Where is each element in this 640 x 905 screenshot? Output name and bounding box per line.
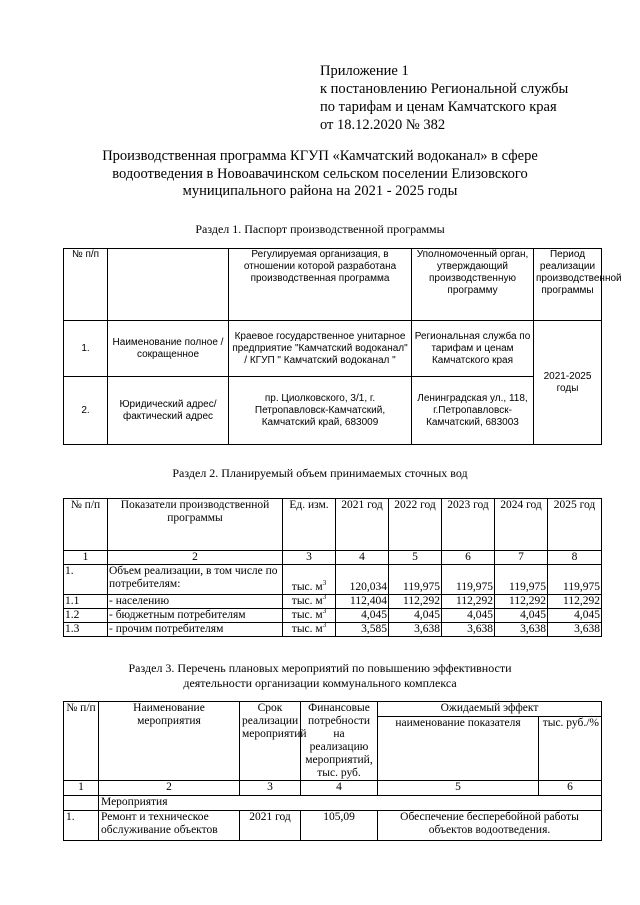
- column-number: 8: [548, 551, 602, 565]
- value-cell: 112,292: [389, 595, 442, 609]
- column-number: 6: [442, 551, 495, 565]
- table-row: [64, 565, 602, 595]
- value-cell: 4,045: [336, 609, 389, 623]
- value-cell: 3,638: [442, 623, 495, 637]
- authority-cell: Ленинградская ул., 118, г.Петропавловск-Камчатский, 683003: [412, 377, 534, 445]
- header-cell: № п/п: [64, 249, 108, 321]
- header-cell: № п/п: [64, 702, 99, 781]
- row-name: Ремонт и техническое обслуживание объектов: [99, 811, 240, 841]
- appendix-line: от 18.12.2020 № 382: [320, 117, 446, 133]
- value-cell: 112,404: [336, 595, 389, 609]
- unit-cell: [283, 595, 336, 609]
- value-cell: 4,045: [389, 609, 442, 623]
- unit-text: тыс. м: [291, 595, 323, 607]
- header-cell: Финансовые потребности на реализацию мероприятий, тыс. руб.: [301, 702, 378, 781]
- row-number: 1.1: [64, 595, 108, 609]
- column-number: 4: [301, 781, 378, 796]
- value-cell: 3,638: [389, 623, 442, 637]
- header-cell: 2021 год: [336, 499, 389, 551]
- value-cell: 119,975: [389, 565, 442, 595]
- appendix-block: [320, 62, 568, 134]
- appendix-line: Приложение 1: [320, 63, 409, 79]
- header-cell: [108, 249, 229, 321]
- value-cell: 112,292: [442, 595, 495, 609]
- appendix-line: к постановлению Региональной службы: [320, 81, 569, 97]
- section2-heading: Раздел 2. Планируемый объем принимаемых сточных вод: [172, 466, 468, 480]
- header-cell: 2023 год: [442, 499, 495, 551]
- value-cell: 4,045: [495, 609, 548, 623]
- table-row: [64, 377, 602, 445]
- column-number: 3: [240, 781, 301, 796]
- volume-table: [63, 498, 602, 637]
- unit-cell: [283, 609, 336, 623]
- header-cell: наименование показателя: [378, 716, 539, 780]
- table-row: [64, 609, 602, 623]
- empty-cell: [64, 796, 99, 811]
- row-number: 1.: [64, 321, 108, 377]
- value-cell: 119,975: [495, 565, 548, 595]
- row-name: - прочим потребителям: [108, 623, 283, 637]
- row-name: Наименование полное / сокращенное: [108, 321, 229, 377]
- section1-heading: Раздел 1. Паспорт производственной программы: [195, 222, 445, 236]
- org-cell: пр. Циолковского, 3/1, г. Петропавловск-Камчатский, Камчатский край, 683009: [229, 377, 412, 445]
- column-number: 2: [99, 781, 240, 796]
- header-cell: 2025 год: [548, 499, 602, 551]
- column-number: 2: [108, 551, 283, 565]
- row-number: 1.2: [64, 609, 108, 623]
- column-number: 1: [64, 781, 99, 796]
- table-row: [64, 321, 602, 377]
- value-cell: 120,034: [336, 565, 389, 595]
- header-cell: Срок реализации мероприятий: [240, 702, 301, 781]
- row-number: 1.: [64, 811, 99, 841]
- column-number: 7: [495, 551, 548, 565]
- unit-exponent: 3: [322, 579, 327, 588]
- column-number: 5: [389, 551, 442, 565]
- unit-cell: [283, 565, 336, 595]
- header-cell: Регулируемая организация, в отношении которой разработана производственная программа: [229, 249, 412, 321]
- unit-text: тыс. м: [291, 623, 323, 635]
- row-number: 2.: [64, 377, 108, 445]
- column-number: 6: [539, 781, 602, 796]
- value-cell: 119,975: [442, 565, 495, 595]
- passport-table: [63, 248, 622, 445]
- unit-text: тыс. м: [291, 581, 323, 593]
- org-cell: Краевое государственное унитарное предприятие "Камчатский водоканал" / КГУП " Камчатский водоканал ": [229, 321, 412, 377]
- table-row: [64, 595, 602, 609]
- header-cell: 2022 год: [389, 499, 442, 551]
- row-name: - бюджетным потребителям: [108, 609, 283, 623]
- measures-table: [63, 701, 602, 841]
- header-cell: 2024 год: [495, 499, 548, 551]
- value-cell: 112,292: [548, 595, 602, 609]
- unit-exponent: 3: [322, 607, 327, 616]
- column-number: 3: [283, 551, 336, 565]
- header-cell: Наименование мероприятия: [99, 702, 240, 781]
- value-cell: 112,292: [495, 595, 548, 609]
- value-cell: 119,975: [548, 565, 602, 595]
- value-cell: 4,045: [442, 609, 495, 623]
- section3-heading: [0, 661, 640, 691]
- unit-text: тыс. м: [291, 609, 323, 621]
- row-number: 1.3: [64, 623, 108, 637]
- section3-heading-line: деятельности организации коммунального комплекса: [183, 676, 457, 690]
- period-cell: 2021-2025 годы: [534, 321, 602, 445]
- unit-exponent: 3: [322, 621, 327, 630]
- header-cell: Период реализации производственной программы: [534, 249, 602, 321]
- section3-heading-line: Раздел 3. Перечень плановых мероприятий по повышению эффективности: [128, 661, 512, 675]
- value-cell: 3,585: [336, 623, 389, 637]
- header-cell: Уполномоченный орган, утверждающий производственную программу: [412, 249, 534, 321]
- header-cell: Ед. изм.: [283, 499, 336, 551]
- unit-cell: [283, 623, 336, 637]
- row-number: 1.: [64, 565, 108, 595]
- header-cell: № п/п: [64, 499, 108, 551]
- effect-cell: Обеспечение бесперебойной работы объектов водоотведения.: [378, 811, 602, 841]
- authority-cell: Региональная служба по тарифам и ценам Камчатского края: [412, 321, 534, 377]
- document-title: Производственная программа КГУП «Камчатский водоканал» в сфере водоотведения в Новоавачинском сельском поселении Елизовского муниципального района на 2021 - 2025 годы: [102, 148, 538, 199]
- unit-exponent: 3: [322, 593, 327, 602]
- row-name: Юридический адрес/фактический адрес: [108, 377, 229, 445]
- column-number: 4: [336, 551, 389, 565]
- value-cell: 3,638: [548, 623, 602, 637]
- finance-cell: 105,09: [301, 811, 378, 841]
- table-row: [64, 811, 602, 841]
- column-number: 1: [64, 551, 108, 565]
- header-cell: тыс. руб./%: [539, 716, 602, 780]
- group-label: Мероприятия: [99, 796, 602, 811]
- row-name: - населению: [108, 595, 283, 609]
- row-name: Объем реализации, в том числе по потребителям:: [108, 565, 283, 595]
- value-cell: 3,638: [495, 623, 548, 637]
- term-cell: 2021 год: [240, 811, 301, 841]
- table-row: [64, 623, 602, 637]
- header-cell: Ожидаемый эффект: [378, 702, 602, 717]
- column-number: 5: [378, 781, 539, 796]
- value-cell: 4,045: [548, 609, 602, 623]
- header-cell: Показатели производственной программы: [108, 499, 283, 551]
- appendix-line: по тарифам и ценам Камчатского края: [320, 99, 557, 115]
